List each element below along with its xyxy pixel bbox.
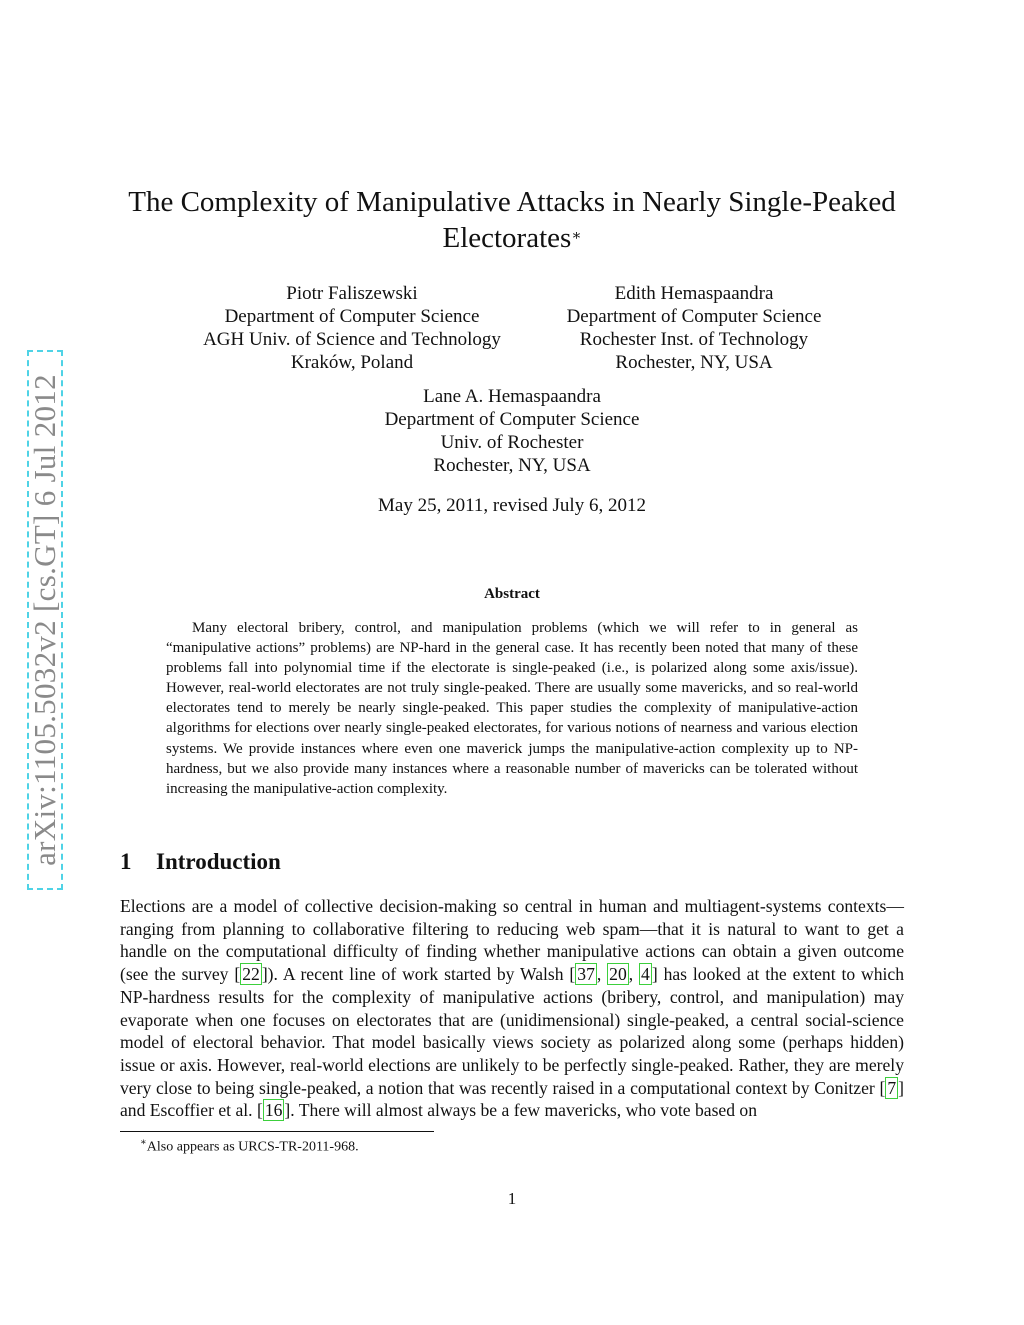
author-3-department: Department of Computer Science: [384, 409, 640, 430]
abstract-heading: Abstract: [484, 586, 540, 602]
title-footnote-mark[interactable]: ∗: [571, 228, 582, 244]
introduction-paragraph: [120, 895, 904, 1122]
citation-link[interactable]: 4: [641, 964, 650, 985]
footnote: [140, 1137, 359, 1156]
author-1-block: [192, 282, 512, 374]
citation-link[interactable]: 16: [264, 1100, 283, 1121]
intro-text-4: ,: [628, 964, 640, 985]
footnote-mark: ∗: [140, 1137, 147, 1148]
author-3-name: Lane A. Hemaspaandra: [423, 386, 601, 407]
author-1-name: Piotr Faliszewski: [286, 283, 418, 304]
section-heading: [120, 849, 281, 875]
intro-text-1: Elections are a model of collective decision-making so central in human and multiagent-systems contexts—ranging from planning to collaborative filtering to reducing web spam—that it is natural to want to get a handle on the computational difficulty of finding whether manipulative actions can obtain a given outcome (see the survey [: [120, 896, 904, 985]
author-2-department: Department of Computer Science: [566, 306, 822, 327]
intro-text-5: ] has looked at the extent to which NP-hardness results for the complexity of manipulative actions (bribery, control, and manipulation) may evaporate when one focuses on electorates that are (unidimensional) single-peaked, a central social-science model of electoral behavior. That model basically views society as polarized along some (perhaps hidden) issue or axis. However, real-world elections are unlikely to be perfectly single-peaked. Rather, they are merely very close to being single-peaked, a notion that was recently raised in a computational context by Conitzer [: [120, 964, 905, 1098]
title-line-2-text: Electorates: [442, 222, 572, 254]
citation-link[interactable]: 7: [887, 1077, 897, 1098]
intro-text-3: ,: [596, 964, 608, 985]
author-1-department: Department of Computer Science: [224, 306, 480, 327]
intro-text-7: ]. There will almost always be a few mavericks, who vote based on: [284, 1100, 758, 1121]
author-3-block: [352, 385, 672, 477]
citation-link[interactable]: 20: [609, 964, 627, 985]
paper-date: May 25, 2011, revised July 6, 2012: [378, 495, 646, 516]
author-2-name: Edith Hemaspaandra: [614, 283, 774, 304]
author-1-location: Kraków, Poland: [290, 352, 414, 373]
author-2-institution: Rochester Inst. of Technology: [579, 329, 809, 350]
author-2-block: [544, 282, 844, 374]
page-number: 1: [507, 1189, 517, 1208]
intro-text-2: ]). A recent line of work started by Walsh [: [261, 964, 576, 985]
citation-link[interactable]: 37: [577, 964, 595, 985]
section-title: Introduction: [156, 849, 281, 874]
arxiv-identifier[interactable]: arXiv:1105.5032v2 [cs.GT] 6 Jul 2012: [27, 374, 62, 866]
author-3-location: Rochester, NY, USA: [433, 455, 591, 476]
title-line-2: [110, 220, 914, 256]
section-number: 1: [120, 849, 132, 874]
abstract-text: Many electoral bribery, control, and manipulation problems (which we will refer to in general as “manipulative actions” problems) are NP-hard in the general case. It has recently been noted that many of these problems fall into polynomial time if the electorate is single-peaked (i.e., is polarized along some axis/issue). However, real-world electorates are not truly single-peaked. There are usually some mavericks, and so real-world electorates tend to merely be nearly single-peaked. This paper studies the complexity of manipulative-action algorithms for elections over nearly single-peaked electorates, for various notions of nearness and various election systems. We provide instances where even one maverick jumps the manipulative-action complexity up to NP-hardness, but we also provide many instances where a reasonable number of mavericks can be tolerated without increasing the manipulative-action complexity.: [166, 620, 858, 797]
author-3-institution: Univ. of Rochester: [440, 432, 584, 453]
author-1-institution: AGH Univ. of Science and Technology: [203, 329, 501, 350]
paper-title: [110, 184, 914, 256]
footnote-divider: [120, 1131, 434, 1132]
citation-link[interactable]: 22: [242, 964, 260, 985]
intro-text-6: ] and Escoffier et al. [: [120, 1077, 904, 1121]
title-line-1: The Complexity of Manipulative Attacks in Nearly Single-Peaked: [128, 186, 896, 218]
author-2-location: Rochester, NY, USA: [615, 352, 773, 373]
footnote-text: Also appears as URCS-TR-2011-968.: [146, 1139, 359, 1155]
